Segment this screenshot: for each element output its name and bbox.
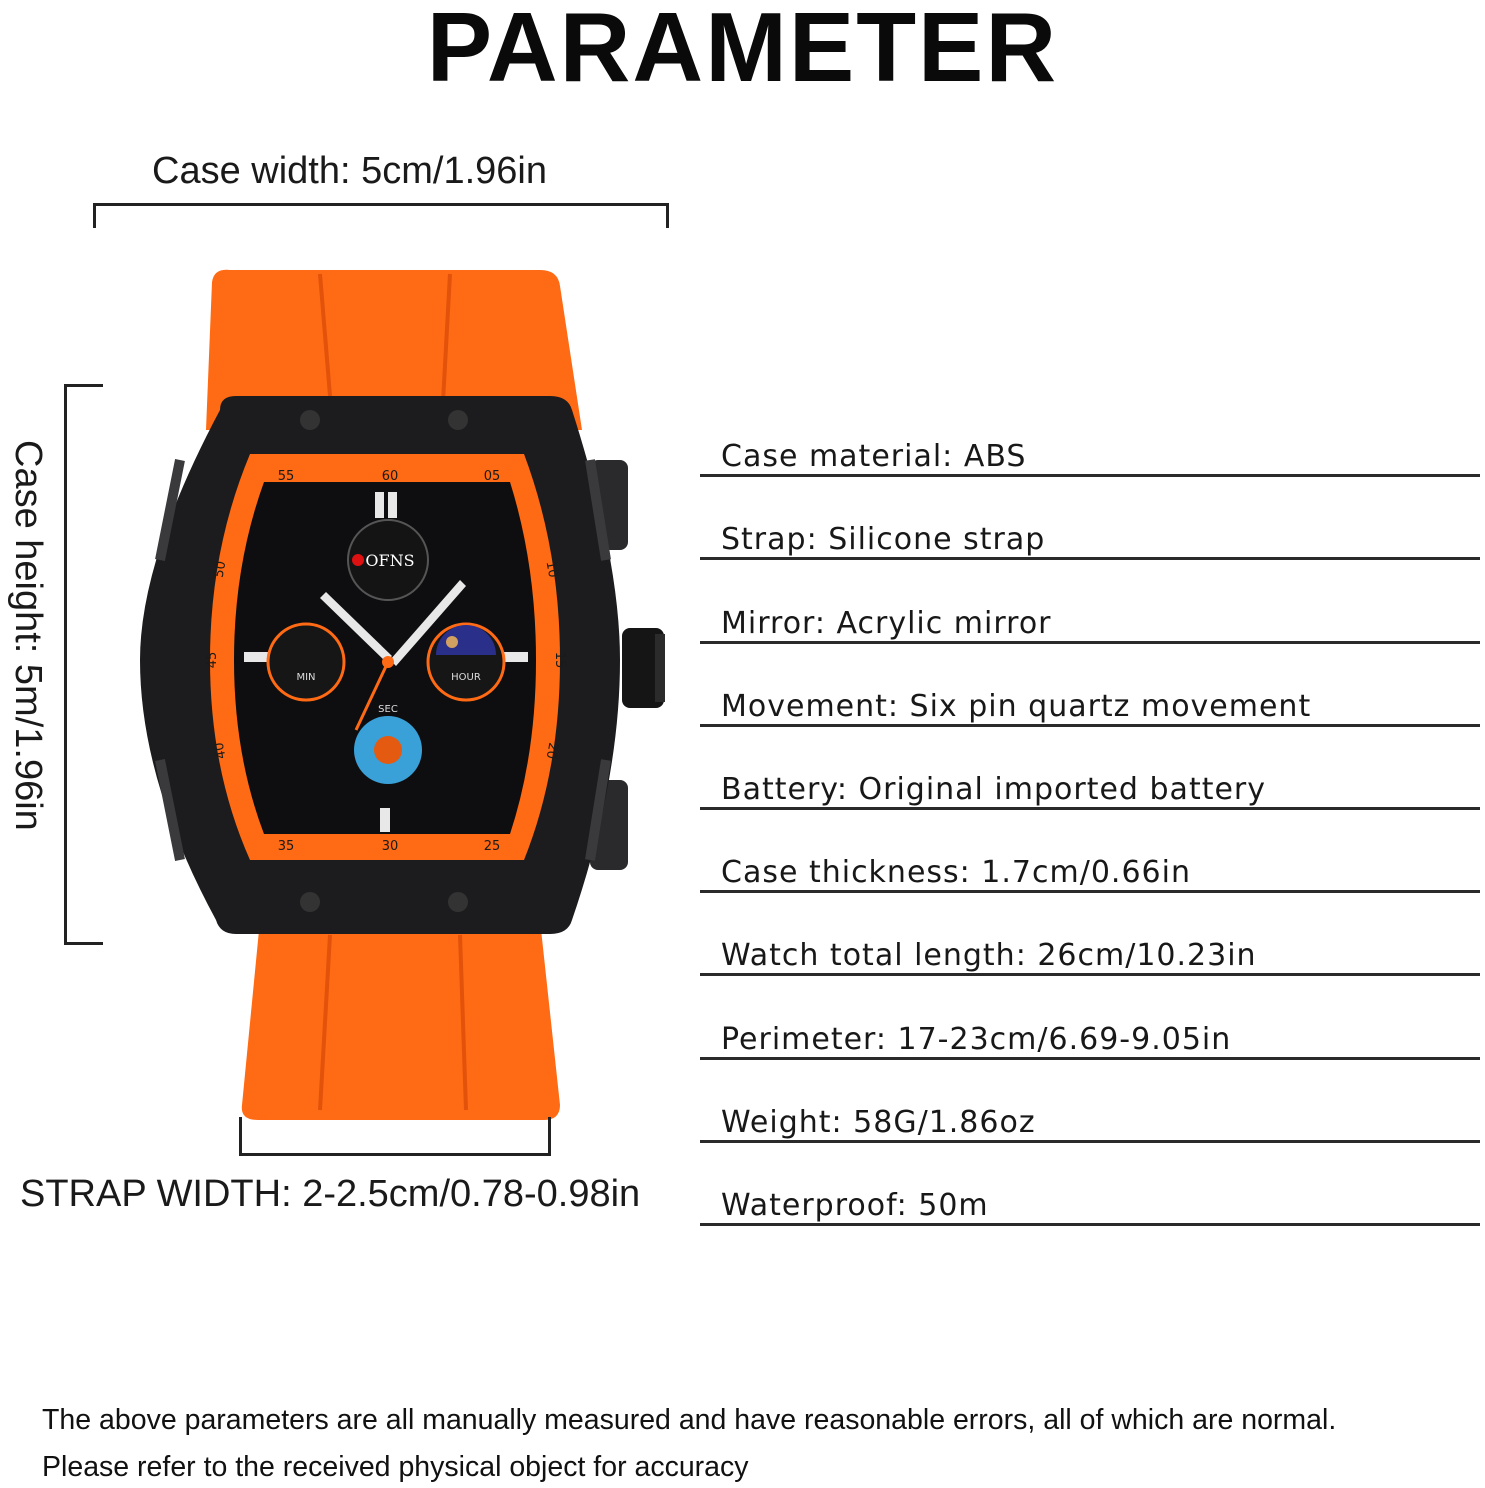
strap-width-label: STRAP WIDTH: 2-2.5cm/0.78-0.98in xyxy=(20,1173,641,1215)
svg-text:05: 05 xyxy=(483,469,501,484)
spec-text: Weight: 58G/1.86oz xyxy=(721,1104,1036,1140)
svg-text:40: 40 xyxy=(211,741,230,761)
svg-text:20: 20 xyxy=(542,741,561,761)
spec-row-perimeter xyxy=(700,978,1480,1059)
page-title: PARAMETER xyxy=(426,0,1059,102)
svg-text:35: 35 xyxy=(277,839,295,854)
spec-text: Battery: Original imported battery xyxy=(721,771,1267,807)
spec-row-total-length xyxy=(700,895,1480,976)
watch-image xyxy=(120,260,680,1130)
spec-text: Strap: Silicone strap xyxy=(721,522,1046,558)
svg-text:55: 55 xyxy=(277,469,295,484)
strap-bottom xyxy=(242,920,560,1120)
spec-list xyxy=(700,396,1480,1228)
svg-text:25: 25 xyxy=(483,839,501,854)
strap-width-bracket xyxy=(239,1117,551,1156)
svg-text:60: 60 xyxy=(381,469,399,484)
svg-text:10: 10 xyxy=(542,559,561,579)
spec-text: Perimeter: 17-23cm/6.69-9.05in xyxy=(721,1021,1232,1057)
case-width-label: Case width: 5cm/1.96in xyxy=(152,150,547,192)
spec-row-mirror xyxy=(700,562,1480,643)
spec-text: Waterproof: 50m xyxy=(721,1187,989,1223)
spec-row-battery xyxy=(700,729,1480,810)
spec-row-weight xyxy=(700,1062,1480,1143)
case-width-bracket xyxy=(93,203,669,228)
spec-row-waterproof xyxy=(700,1145,1480,1226)
dial-brand: OFNS xyxy=(365,551,415,570)
subdial-bottom-label: SEC xyxy=(378,704,398,715)
spec-text: Case thickness: 1.7cm/0.66in xyxy=(721,855,1191,891)
subdial-left xyxy=(268,624,344,700)
subdial-left-label: MIN xyxy=(296,672,316,683)
spec-row-case-material xyxy=(700,396,1480,477)
spec-row-case-thickness xyxy=(700,812,1480,893)
disclaimer-line-2: Please refer to the received physical object for accuracy xyxy=(42,1451,749,1483)
svg-text:30: 30 xyxy=(381,839,399,854)
spec-row-movement xyxy=(700,646,1480,727)
spec-text: Movement: Six pin quartz movement xyxy=(721,688,1312,724)
svg-text:45: 45 xyxy=(205,651,220,669)
case-height-label: Case height: 5m/1.96in xyxy=(7,440,49,831)
spec-text: Mirror: Acrylic mirror xyxy=(721,605,1052,641)
svg-text:15: 15 xyxy=(552,651,567,669)
svg-text:50: 50 xyxy=(211,559,230,579)
disclaimer-line-1: The above parameters are all manually measured and have reasonable errors, all of which are normal. xyxy=(42,1404,1337,1436)
spec-text: Watch total length: 26cm/10.23in xyxy=(721,938,1257,974)
case-height-bracket xyxy=(64,384,103,945)
spec-row-strap xyxy=(700,479,1480,560)
subdial-right-label: HOUR xyxy=(451,672,481,683)
spec-text: Case material: ABS xyxy=(721,439,1027,475)
